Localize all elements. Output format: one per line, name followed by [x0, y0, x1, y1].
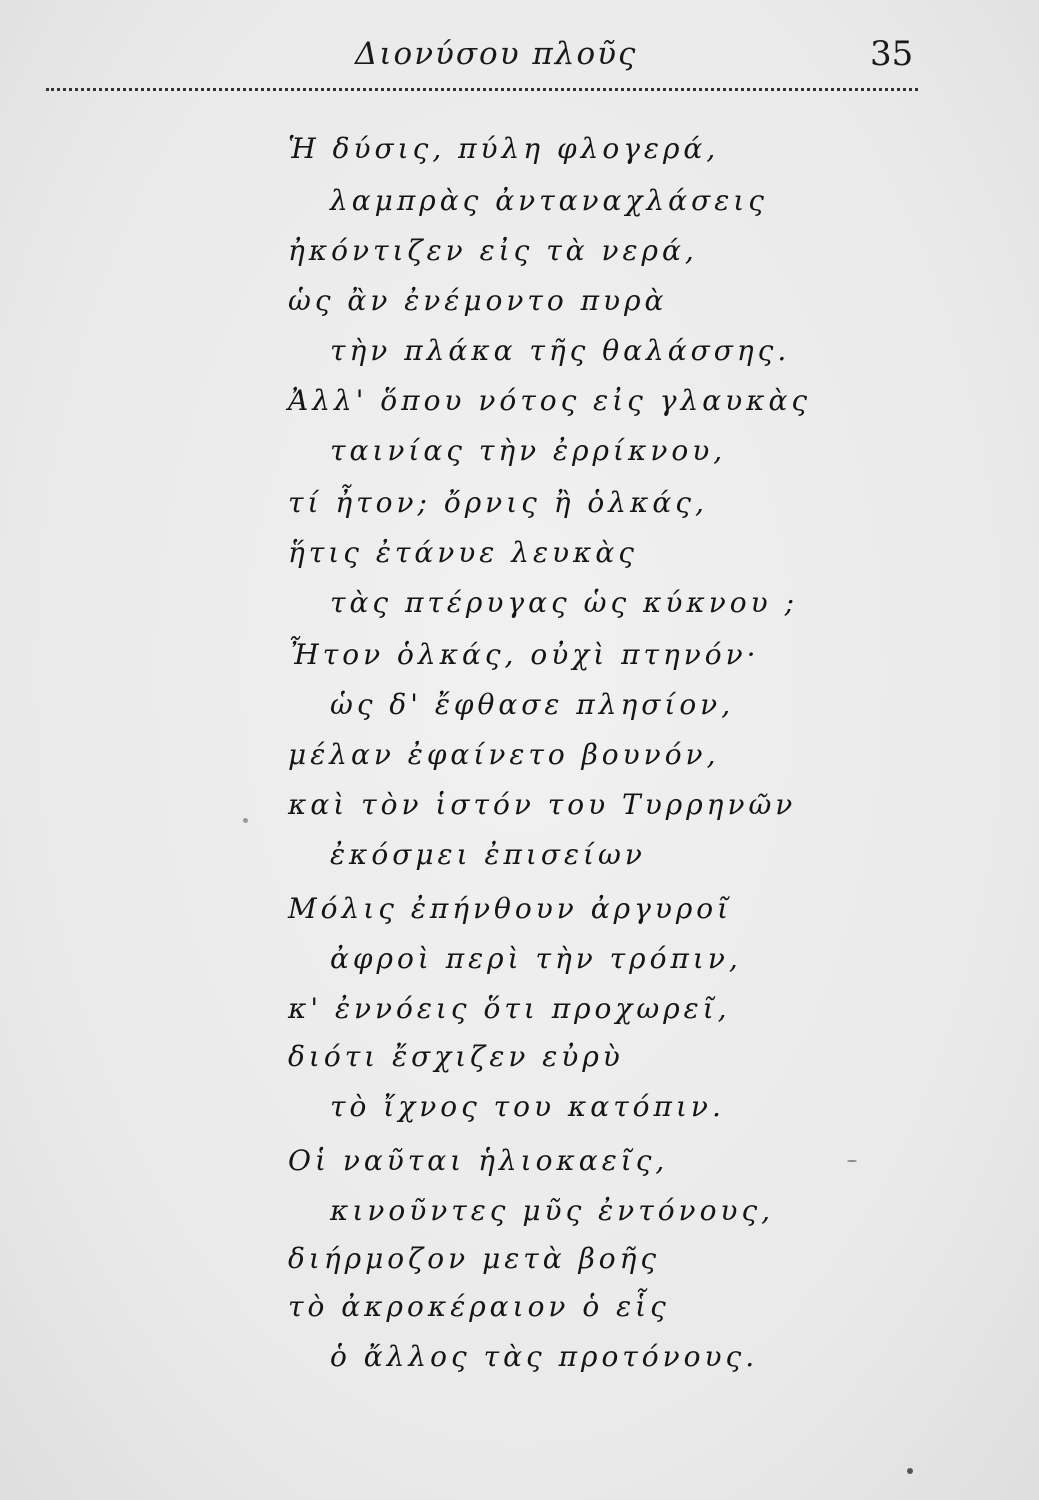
- verse-line: Ἡ δύσις, πύλη φλογερά,: [288, 132, 720, 165]
- verse-line: κινοῦντες μῦς ἐντόνους,: [330, 1194, 775, 1227]
- verse-line: ὡς δ' ἔφθασε πλησίον,: [330, 688, 735, 721]
- verse-line: Ἀλλ' ὅπου νότος εἰς γλαυκὰς: [288, 384, 812, 417]
- verse-line: ἠκόντιζεν εἰς τὰ νερά,: [288, 234, 698, 267]
- verse-line: διήρμοζον μετὰ βοῆς: [288, 1242, 661, 1275]
- verse-line: τὴν πλάκα τῆς θαλάσσης.: [330, 334, 791, 367]
- verse-line: ἀφροὶ περὶ τὴν τρόπιν,: [330, 942, 742, 975]
- verse-line: ἐκόσμει ἐπισείων: [330, 838, 646, 871]
- verse-line: ὁ ἄλλος τὰς προτόνους.: [330, 1340, 759, 1373]
- verse-line: τὸ ἴχνος του κατόπιν.: [330, 1090, 725, 1123]
- verse-line: καὶ τὸν ἱστόν του Τυρρηνῶν: [288, 788, 797, 821]
- verse-line: Ἦτον ὁλκάς, οὐχὶ πτηνόν·: [288, 638, 760, 671]
- verse-line: ὡς ἂν ἐνέμοντο πυρὰ: [288, 284, 668, 317]
- verse-line: μέλαν ἐφαίνετο βουνόν,: [288, 738, 720, 771]
- ink-speck: [847, 1160, 857, 1162]
- verse-line: τί ἦτον; ὄρνις ἢ ὁλκάς,: [288, 486, 708, 519]
- verse-line: τὰς πτέρυγας ὡς κύκνου ;: [330, 586, 798, 619]
- page-number: 35: [870, 34, 914, 74]
- verse-line: ἥτις ἐτάνυε λευκὰς: [288, 536, 638, 569]
- verse-line: ταινίας τὴν ἐρρίκνου,: [330, 434, 727, 467]
- verse-line: Οἱ ναῦται ἡλιοκαεῖς,: [288, 1144, 669, 1177]
- verse-line: κ' ἐννόεις ὅτι προχωρεῖ,: [288, 992, 731, 1025]
- verse-line: λαμπρὰς ἀνταναχλάσεις: [330, 184, 768, 217]
- ink-speck: [907, 1468, 913, 1474]
- ink-speck: [243, 818, 248, 823]
- verse-line: διότι ἔσχιζεν εὐρὺ: [288, 1040, 624, 1073]
- running-title: Διονύσου πλοῦς: [355, 36, 638, 72]
- header-dotted-rule: [46, 88, 918, 91]
- verse-line: τὸ ἀκροκέραιον ὁ εἷς: [288, 1290, 670, 1323]
- verse-line: Μόλις ἐπήνθουν ἀργυροῖ: [288, 892, 733, 925]
